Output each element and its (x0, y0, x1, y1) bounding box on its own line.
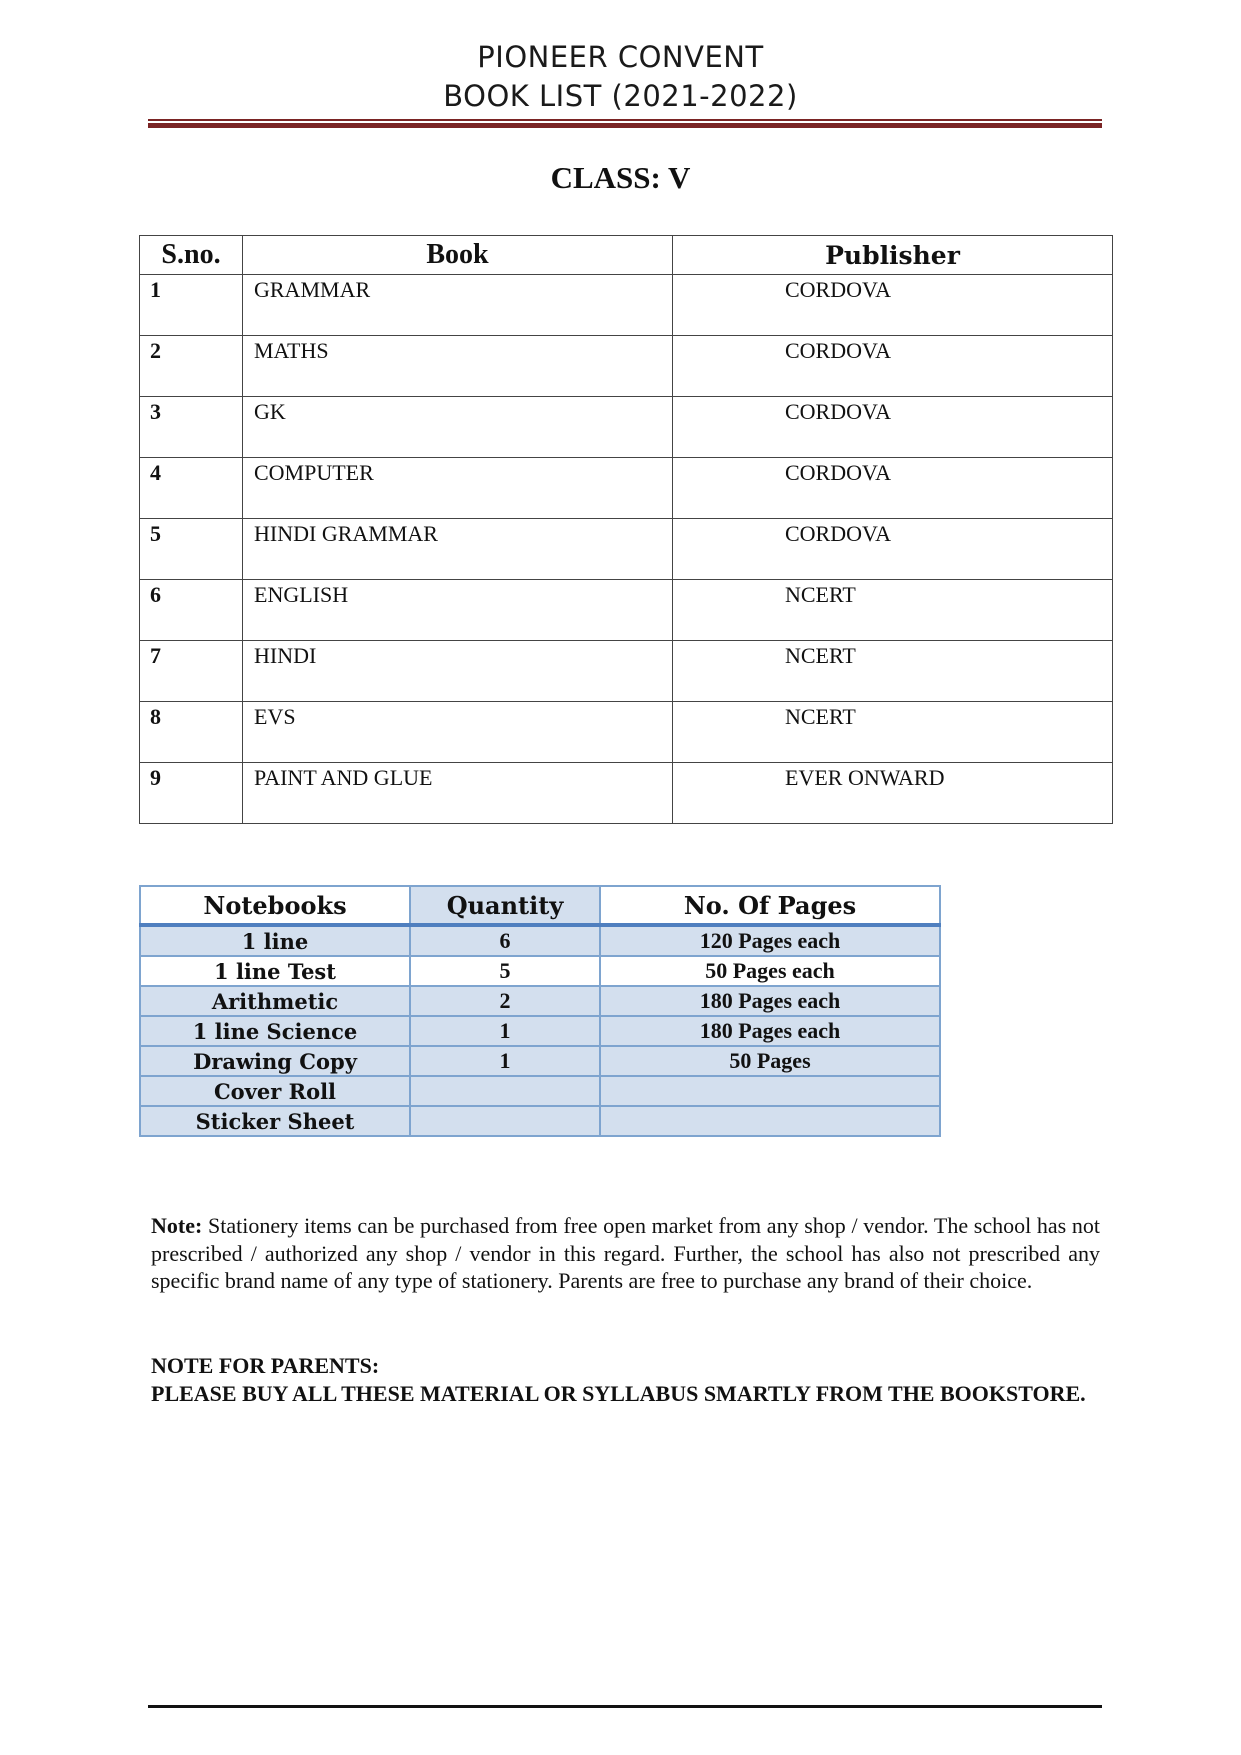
pages-cell: 120 Pages each (600, 925, 940, 956)
table-row (140, 986, 940, 1016)
quantity-cell: 2 (410, 986, 600, 1016)
parents-note-heading: NOTE FOR PARENTS: (151, 1353, 380, 1378)
book-cell: EVS (243, 702, 673, 763)
sno-cell: 5 (140, 519, 243, 580)
notebook-name-cell: 1 line Test (140, 956, 410, 986)
publisher-cell: CORDOVA (673, 336, 1113, 397)
notebook-name-cell: Arithmetic (140, 986, 410, 1016)
publisher-header: Publisher (673, 236, 1113, 275)
stationery-note (151, 1212, 1100, 1295)
school-name: PIONEER CONVENT (477, 40, 764, 74)
sno-cell: 1 (140, 275, 243, 336)
parents-note-text: PLEASE BUY ALL THESE MATERIAL OR SYLLABUS SMARTLY FROM THE BOOKSTORE. (151, 1381, 1086, 1406)
table-row (140, 763, 1113, 824)
notebook-name-cell: 1 line (140, 925, 410, 956)
book-cell: HINDI (243, 641, 673, 702)
notebook-name-cell: 1 line Science (140, 1016, 410, 1046)
book-cell: HINDI GRAMMAR (243, 519, 673, 580)
header-divider-thick (148, 123, 1102, 128)
notebooks-table-header-row (140, 886, 940, 925)
parents-note (151, 1352, 1100, 1408)
sno-cell: 7 (140, 641, 243, 702)
sno-cell: 3 (140, 397, 243, 458)
table-row (140, 519, 1113, 580)
publisher-cell: NCERT (673, 702, 1113, 763)
table-row (140, 641, 1113, 702)
quantity-cell (410, 1076, 600, 1106)
table-row (140, 1016, 940, 1046)
table-row (140, 956, 940, 986)
book-cell: PAINT AND GLUE (243, 763, 673, 824)
note-label: Note: (151, 1213, 203, 1238)
header-divider-thin (148, 119, 1102, 121)
publisher-cell: CORDOVA (673, 458, 1113, 519)
quantity-header: Quantity (410, 886, 600, 925)
quantity-cell: 1 (410, 1016, 600, 1046)
notebooks-table (139, 885, 941, 1137)
pages-cell: 50 Pages (600, 1046, 940, 1076)
publisher-cell: CORDOVA (673, 397, 1113, 458)
table-row (140, 702, 1113, 763)
pages-cell: 180 Pages each (600, 1016, 940, 1046)
book-cell: MATHS (243, 336, 673, 397)
publisher-cell: NCERT (673, 580, 1113, 641)
table-row (140, 1046, 940, 1076)
header-divider (148, 119, 1102, 128)
class-title: CLASS: V (550, 160, 691, 195)
sno-cell: 4 (140, 458, 243, 519)
table-row (140, 1076, 940, 1106)
book-cell: ENGLISH (243, 580, 673, 641)
quantity-cell: 6 (410, 925, 600, 956)
books-table-header-row (140, 236, 1113, 275)
pages-cell (600, 1076, 940, 1106)
sno-cell: 9 (140, 763, 243, 824)
quantity-cell: 1 (410, 1046, 600, 1076)
table-row (140, 580, 1113, 641)
books-table (139, 235, 1113, 824)
publisher-cell: CORDOVA (673, 519, 1113, 580)
book-cell: COMPUTER (243, 458, 673, 519)
book-header: Book (243, 236, 673, 275)
table-row (140, 458, 1113, 519)
book-cell: GRAMMAR (243, 275, 673, 336)
publisher-cell: NCERT (673, 641, 1113, 702)
book-cell: GK (243, 397, 673, 458)
table-row (140, 275, 1113, 336)
table-row (140, 336, 1113, 397)
sno-cell: 2 (140, 336, 243, 397)
note-text: Stationery items can be purchased from free open market from any shop / vendor. The school has not prescribed / authorized any shop / vendor in this regard. Further, the school has also not prescribed any specific brand name of any type of stationery. Parents are free to purchase any brand of their choice. (151, 1213, 1100, 1293)
sno-header: S.no. (140, 236, 243, 275)
notebook-name-cell: Drawing Copy (140, 1046, 410, 1076)
notebook-name-cell: Cover Roll (140, 1076, 410, 1106)
table-row (140, 1106, 940, 1136)
footer-divider (148, 1705, 1102, 1708)
book-list-title: BOOK LIST (2021-2022) (443, 79, 798, 113)
pages-cell: 50 Pages each (600, 956, 940, 986)
table-row (140, 925, 940, 956)
notebook-name-cell: Sticker Sheet (140, 1106, 410, 1136)
notebooks-header: Notebooks (140, 886, 410, 925)
pages-cell (600, 1106, 940, 1136)
quantity-cell: 5 (410, 956, 600, 986)
sno-cell: 8 (140, 702, 243, 763)
publisher-cell: EVER ONWARD (673, 763, 1113, 824)
table-row (140, 397, 1113, 458)
pages-cell: 180 Pages each (600, 986, 940, 1016)
sno-cell: 6 (140, 580, 243, 641)
quantity-cell (410, 1106, 600, 1136)
publisher-cell: CORDOVA (673, 275, 1113, 336)
pages-header: No. Of Pages (600, 886, 940, 925)
document-header (0, 38, 1241, 116)
